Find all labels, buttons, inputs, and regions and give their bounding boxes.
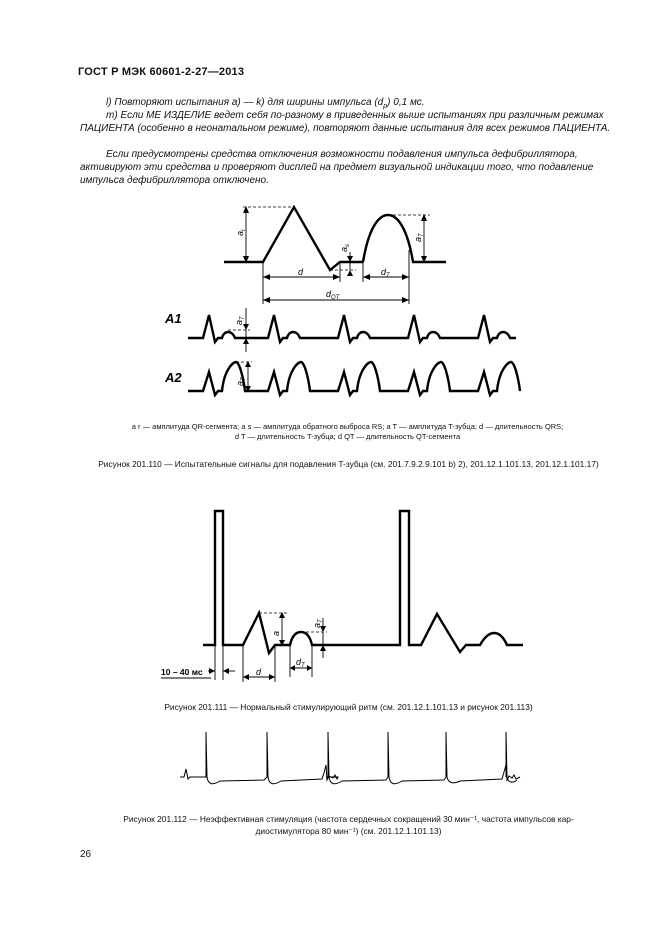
fig111-at-label: $a_T$ [312,619,324,628]
fig111-d-arrow-left [243,674,249,680]
row-label-a1: A1 [165,311,182,326]
fig111-ar-label: a [271,630,281,636]
figure-112-caption-line2: диостимулятора 80 мин⁻¹) (см. 201.12.1.101.13) [255,826,442,836]
fig111-dt-arrow-right [307,665,312,671]
figure-110-row-a1 [164,308,516,352]
a2-waveform [188,362,520,395]
document-header: ГОСТ Р МЭК 60601-2-27—2013 [78,66,245,78]
figure-110-main-waveform [224,206,446,304]
dt-arrow-right [402,274,409,280]
dqt-arrow-left [263,297,270,303]
fig111-dt-arrow-left [290,665,295,671]
page-number: 26 [80,849,92,860]
figure-112-baseline [180,732,520,784]
figure-111-waveform [203,511,523,653]
dt-label: $d_T$ [381,267,390,279]
d-label: d [298,267,304,277]
fig111-dt-label: $d_T$ [296,657,305,669]
fig111-d-arrow-right [269,674,275,680]
fig111-d-label: d [256,667,262,677]
figure-111-waveform-group [161,511,523,682]
dqt-arrow-right [402,297,409,303]
pulse-width-label: 10 – 40 мс [161,667,203,677]
d-arrow-right [333,274,340,280]
dt-arrow-left [363,274,370,280]
qrs-t-waveform [224,207,363,270]
figure-110-legend-line1: a r — амплитуда QR-сегмента; a s — амплитуда обратного выброса RS; a T — амплитуда T-зубца; d — длительность QRS; [131,422,564,431]
at-label: $a_T$ [413,233,425,242]
figure-110-caption: Рисунок 201.110 — Испытательные сигналы для подавления T-зубца (см. 201.7.9.2.9.101 b) 2), 201.12.1.101.13, 201.12.1.101.17) [98,459,599,469]
pulse-width-arrowhead-left [209,668,215,674]
paragraph-defib-text: Если предусмотрены средства отключения возможности подавления импульса дефибриллятора, активируют эти средства и проверяют дисплей на предмет визуальной индикации того, что подавление импульса дефибриллятора отключено. [80,149,594,186]
a1-at-label: $a_T$ [234,316,246,325]
figure-112-ecg-strip [180,732,520,784]
row-label-a2: A2 [165,370,182,385]
d-arrow-left [263,274,270,280]
paragraph-l-text: l) Повторяют испытания а) — k) для ширины импульса (d [106,97,384,108]
t-wave-curve [363,215,446,262]
ar-label: $a_r$ [235,228,247,236]
figure-110-row-a2 [164,361,520,395]
figure-111-caption: Рисунок 201.111 — Нормальный стимулирующий ритм (см. 201.12.1.101.13 и рисунок 201.113) [164,702,533,712]
paragraph-l-end: ) 0,1 мс. [387,97,425,108]
figure-110-legend-line2: d T — длительность T-зубца; d QT — длительность QT-сегмента [234,432,461,441]
dqt-label: $d_{QT}$ [326,289,340,301]
a1-waveform [188,315,516,342]
paragraph-m-text: m) Если МЕ ИЗДЕЛИЕ ведет себя по-разному в приведенных выше испытаниях при различным режимах ПАЦИЕНТА (особенно в неонатальном режиме), повторяют данные испытания для всех режимов ПАЦИЕНТА. [80,110,611,134]
paragraph-l-subscript: р [383,103,388,110]
as-label: $a_s$ [339,243,351,252]
figure-112-caption-line1: Рисунок 201.112 — Неэффективная стимуляция (частота сердечных сокращений 30 мин⁻¹, частота импульсов кар- [123,814,574,824]
a2-at-label: $a_T$ [235,377,247,386]
as-arrow-2 [347,270,353,276]
